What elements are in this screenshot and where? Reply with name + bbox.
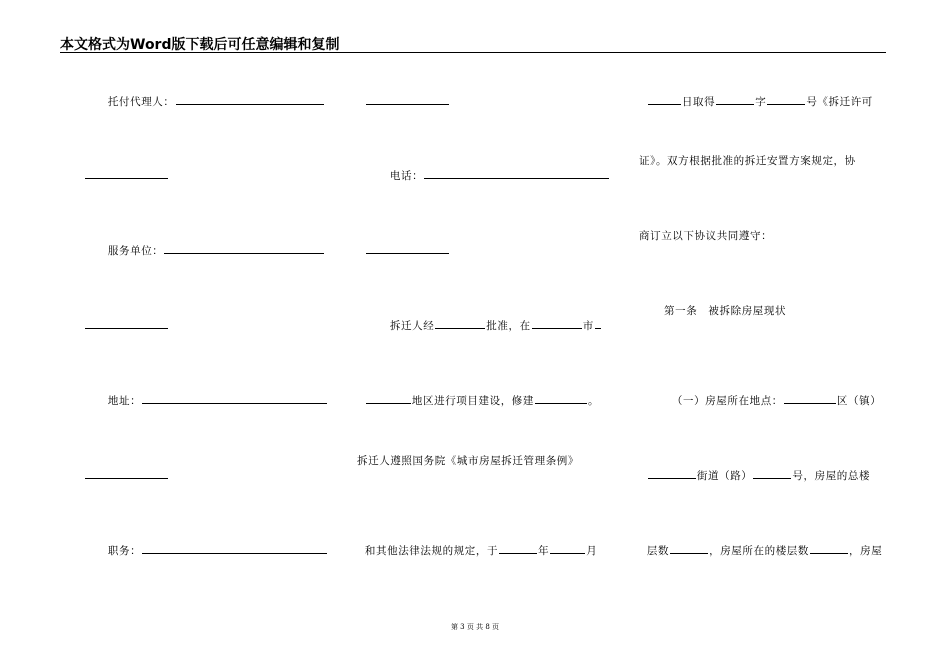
- service-continuation: [76, 304, 169, 333]
- duty-blank: [142, 543, 327, 554]
- col2-top-blank: [366, 94, 449, 105]
- col2-top-blank-line: [357, 80, 450, 109]
- location-blank: [784, 393, 836, 404]
- permit-line: [639, 80, 873, 109]
- phone-blank: [424, 168, 609, 179]
- agent-blank-2: [85, 168, 168, 179]
- location-text-a: （一）房屋所在地点：: [671, 395, 783, 407]
- date-blank-2: [550, 543, 585, 554]
- approval-text-c: 市: [582, 320, 594, 332]
- project-blank-1: [366, 393, 411, 404]
- floors-text-a: 层数: [646, 545, 670, 557]
- law-line: 拆迁人遵照国务院《城市房屋拆迁管理条例》: [357, 455, 579, 467]
- date-text-a: 和其他法律法规的规定，于: [364, 545, 499, 557]
- date-text-c: 月: [586, 545, 598, 557]
- agent-line: [100, 80, 325, 109]
- phone-label: 电话：: [389, 170, 424, 182]
- date-text-b: 年: [538, 545, 550, 557]
- page-current: 3: [460, 623, 465, 631]
- service-blank: [164, 243, 324, 254]
- page-number-footer: [0, 622, 950, 632]
- permit-text-c: 号《拆迁许可: [806, 96, 873, 108]
- phone-continuation: [357, 229, 450, 258]
- street-line: [639, 454, 870, 483]
- permit-blank-3: [767, 94, 805, 105]
- approval-line: [382, 304, 602, 333]
- address-blank-2: [85, 468, 168, 479]
- floors-blank-1: [670, 543, 708, 554]
- floors-line: [639, 529, 882, 558]
- project-text-b: 。: [588, 395, 600, 407]
- floors-blank-2: [810, 543, 848, 554]
- location-line: [664, 379, 881, 408]
- header-divider: [60, 52, 886, 53]
- permit-blank-2: [716, 94, 754, 105]
- page-suffix: 页: [492, 623, 500, 631]
- agent-blank: [176, 94, 324, 105]
- service-line: [100, 229, 325, 258]
- project-text-a: 地区进行项目建设，修建: [411, 395, 534, 407]
- address-continuation: [76, 454, 169, 483]
- service-label: 服务单位：: [107, 245, 164, 257]
- document-header-title: 本文格式为Word版下载后可任意编辑和复制: [60, 37, 340, 53]
- permit-text-a: 日取得: [681, 96, 716, 108]
- page-prefix: 第: [450, 623, 458, 631]
- duty-line: [100, 529, 328, 558]
- approval-blank-2: [532, 318, 582, 329]
- duty-label: 职务：: [107, 545, 142, 557]
- street-text-a: 街道（路）: [696, 470, 753, 482]
- street-blank-1: [648, 468, 696, 479]
- date-line: [357, 529, 597, 558]
- street-text-b: 号，房屋的总楼: [792, 470, 871, 482]
- address-blank: [142, 393, 327, 404]
- permit-line-3: 商订立以下协议共同遵守：: [639, 230, 773, 242]
- project-blank-2: [535, 393, 587, 404]
- phone-blank-2: [366, 243, 449, 254]
- approval-blank-3: [595, 318, 601, 329]
- page-total: 8: [485, 623, 490, 631]
- floors-text-c: ，房屋: [849, 545, 883, 557]
- service-blank-2: [85, 318, 168, 329]
- permit-blank-1: [648, 94, 681, 105]
- project-line: [357, 379, 599, 408]
- street-blank-2: [753, 468, 791, 479]
- approval-text-b: 批准，在: [486, 320, 531, 332]
- address-label: 地址：: [107, 395, 142, 407]
- approval-blank-1: [435, 318, 485, 329]
- agent-label: 托付代理人：: [107, 96, 175, 108]
- date-blank-1: [499, 543, 537, 554]
- article-1-heading: 第一条 被拆除房屋现状: [664, 305, 787, 317]
- location-text-b: 区（镇）: [836, 395, 882, 407]
- phone-line: [382, 154, 610, 183]
- address-line: [100, 379, 328, 408]
- page-mid: 页 共: [466, 623, 484, 631]
- floors-text-b: ，房屋所在的楼层数: [709, 545, 809, 557]
- approval-text-a: 拆迁人经: [389, 320, 435, 332]
- permit-line-2: 证》。双方根据批准的拆迁安置方案规定，协: [639, 155, 856, 167]
- permit-text-b: 字: [755, 96, 767, 108]
- agent-continuation: [76, 154, 169, 183]
